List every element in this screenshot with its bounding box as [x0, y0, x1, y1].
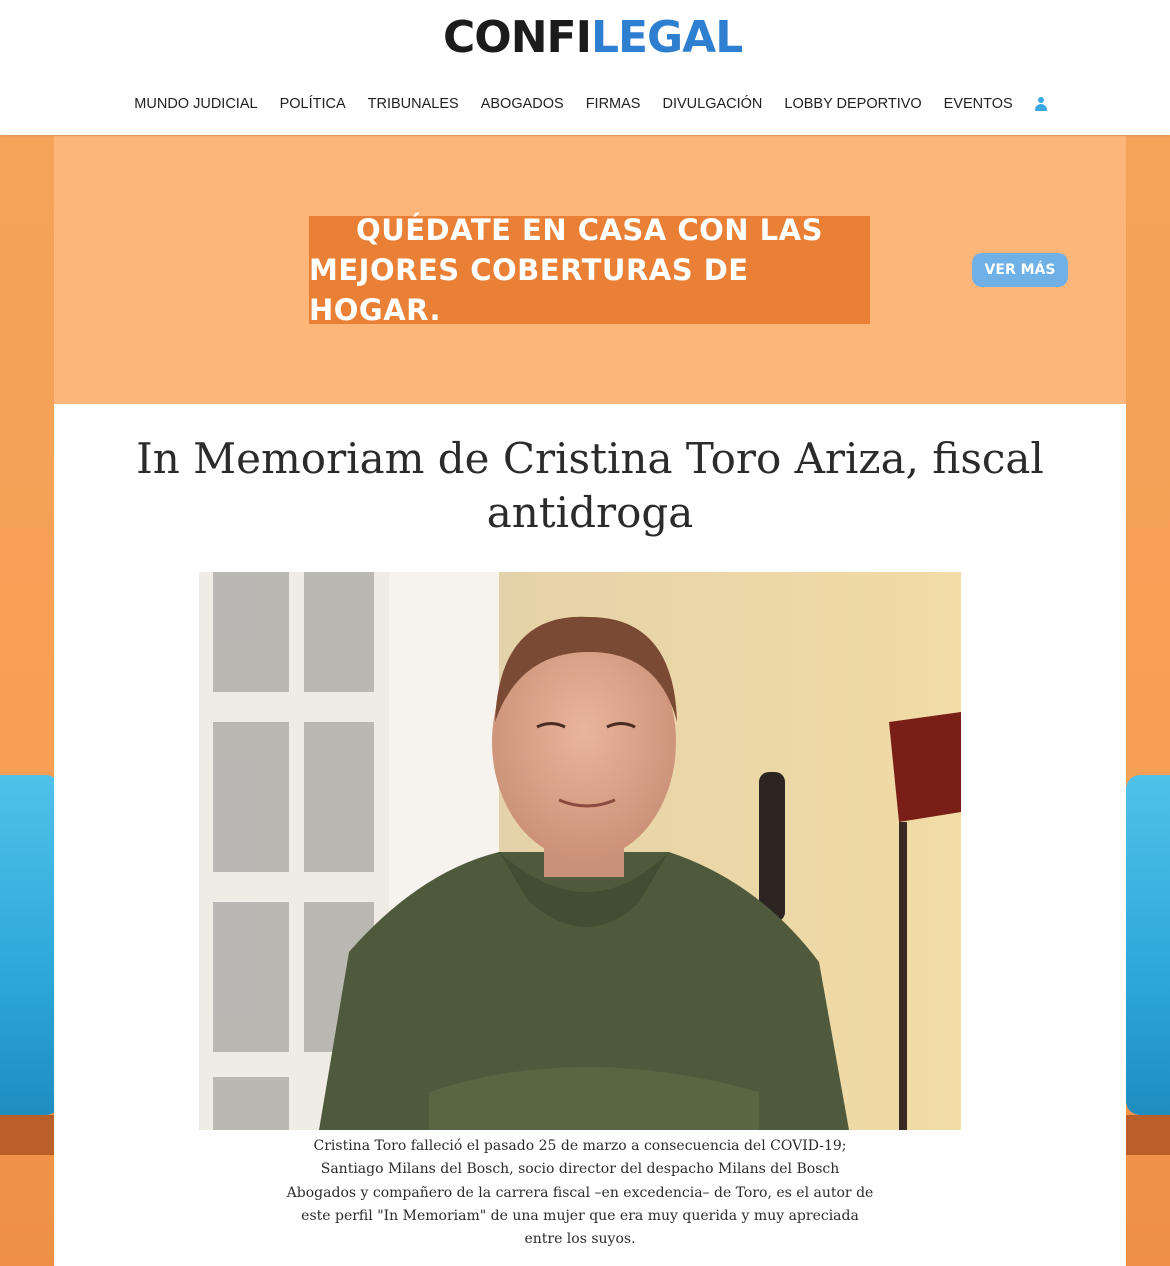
- user-icon-body: [1035, 104, 1047, 111]
- portrait-illustration: [199, 572, 961, 1130]
- logo-text-legal: LEGAL: [590, 12, 743, 63]
- nav-item-firmas[interactable]: FIRMAS: [585, 96, 641, 112]
- nav-item-divulgacion[interactable]: DIVULGACIÓN: [662, 96, 763, 112]
- article-title: In Memoriam de Cristina Toro Ariza, fiscal antidroga: [136, 434, 1044, 537]
- ad-headline-box: [309, 213, 870, 327]
- nav-item-politica[interactable]: POLÍTICA: [279, 96, 346, 112]
- logo-text-confi: CONFI: [443, 12, 591, 63]
- main-nav: [0, 92, 1170, 116]
- ad-headline-line-1: QUÉDATE EN CASA CON LAS: [356, 213, 823, 247]
- sofa-right-base: [1126, 1115, 1170, 1155]
- ad-ver-mas-button[interactable]: VER MÁS: [972, 253, 1068, 287]
- sofa-left-base: [0, 1115, 54, 1155]
- article: [54, 404, 1126, 1266]
- nav-item-eventos[interactable]: EVENTOS: [943, 96, 1013, 112]
- ad-headline-line-2: MEJORES COBERTURAS DE HOGAR.: [309, 253, 749, 327]
- photo-caption: Cristina Toro falleció el pasado 25 de marzo a consecuencia del COVID-19; Santiago Milans del Bosch, socio director del despacho Milans del Bosch Abogados y compañero de la carrera fiscal –en excedencia– de Toro, es el autor de este perfil "In Memoriam" de una mujer que era muy querida y muy apreciada entre los suyos.: [286, 1138, 874, 1248]
- sofa-right-decoration: [1126, 775, 1170, 1115]
- nav-item-mundo-judicial[interactable]: MUNDO JUDICIAL: [134, 96, 258, 112]
- site-header: [0, 0, 1170, 135]
- user-icon[interactable]: [1035, 97, 1047, 111]
- nav-item-abogados[interactable]: ABOGADOS: [480, 96, 564, 112]
- article-photo: [199, 572, 961, 1130]
- user-icon-head: [1038, 97, 1044, 103]
- nav-item-tribunales[interactable]: TRIBUNALES: [367, 96, 459, 112]
- ad-banner[interactable]: [54, 136, 1126, 404]
- sofa-left-decoration: [0, 775, 60, 1115]
- nav-item-lobby-deportivo[interactable]: LOBBY DEPORTIVO: [784, 96, 922, 112]
- site-logo[interactable]: [443, 14, 742, 62]
